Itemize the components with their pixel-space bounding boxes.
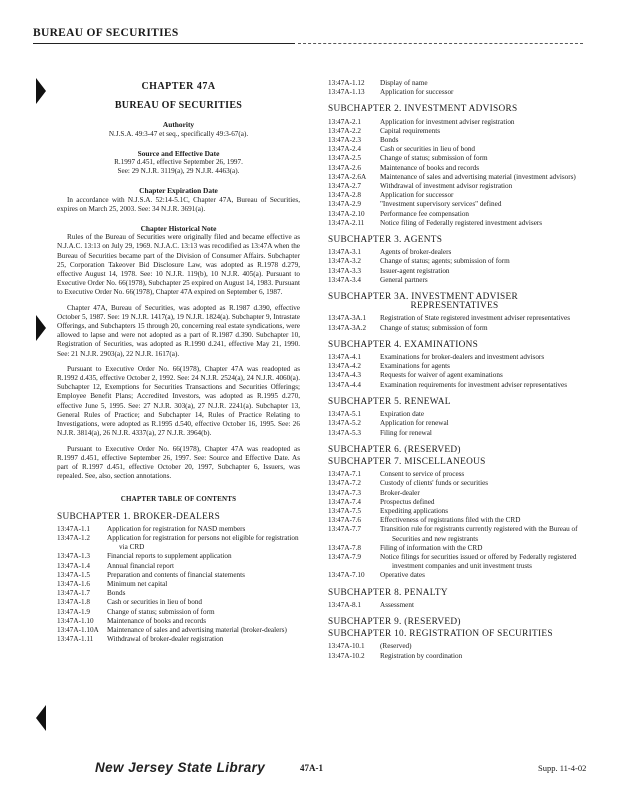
expiration-heading: Chapter Expiration Date (139, 186, 218, 196)
section-title: Consent to service of process (380, 470, 465, 479)
section-title: Capital requirements (380, 126, 441, 135)
toc-list (328, 79, 581, 97)
section-title: Filing of information with the CRD (380, 543, 483, 552)
toc-entry (57, 598, 300, 607)
section-number: 13:47A-2.11 (328, 218, 365, 227)
toc-entry (328, 353, 581, 362)
subchapter-title: SUBCHAPTER 9. (RESERVED) (328, 616, 461, 627)
toc-entry (328, 200, 581, 209)
history-paragraph: Pursuant to Executive Order No. 66(1978), Chapter 47A was readopted as R.1997 d.451, effective September 26, 1997. See: Source and Effective Date. As part of R.1997 d.451, effective October 20, 1997, Subchapter 6, Issuers, was repealed. See, also, section annotations. (57, 444, 300, 481)
subchapter-title: SUBCHAPTER 3A. INVESTMENT ADVISER (328, 292, 518, 303)
section-title: Expediting applications (380, 506, 449, 515)
section-title: Maintenance of books and records (380, 163, 479, 172)
section-title: "Investment supervisory services" defined (380, 200, 502, 209)
section-number: 13:47A-7.10 (328, 571, 365, 580)
margin-marker (36, 78, 46, 104)
header-dashed-rule (298, 43, 583, 44)
toc-list (328, 642, 581, 660)
section-number: 13:47A-7.4 (328, 497, 361, 506)
toc-entry (328, 489, 581, 498)
section-title: Change of status; submission of form (380, 154, 488, 163)
history-paragraph: Pursuant to Executive Order No. 66(1978), Chapter 47A was readopted as R.1992 d.435, effective October 2, 1992. See: 24 N.J.R. 2524(a), 24 N.J.R. 4060(a). Subchapter 12, Exemptions for Securities Transactions and Securities Offerings; Employee Benefit Plans; Accredited Investors, was adopted as R.1995 d.270, effective June 5, 1995. See: 27 N.J.R. 303(a), 27 N.J.R. 2241(a). Subchapter 13, General Rules of Practice; and Subchapter 14, Rules of Practice Relating to Investigations, were adopted as R.1995 d.540, effective October 16, 1995. See: 26 N.J.R. 3814(a), 26 N.J.R. 4337(a), 27 N.J.R. 3964(b). (57, 364, 300, 438)
toc-list (328, 248, 581, 285)
toc-entry (328, 479, 581, 488)
section-number: 13:47A-7.2 (328, 479, 361, 488)
toc-entry (328, 191, 581, 200)
toc-entry (57, 534, 300, 552)
toc-entry (328, 470, 581, 479)
section-number: 13:47A-3.3 (328, 266, 361, 275)
toc-entry (328, 601, 581, 610)
toc-list (328, 118, 581, 228)
left-column (57, 78, 300, 644)
toc-list (328, 601, 581, 610)
section-title: Application for successor (380, 191, 454, 200)
section-title: Expiration date (380, 410, 425, 419)
section-number: 13:47A-2.4 (328, 145, 361, 154)
section-title: Assessment (380, 600, 414, 609)
source-text: R.1997 d.451, effective September 26, 1997. (114, 158, 243, 167)
toc-entry (328, 267, 581, 276)
section-number: 13:47A-2.3 (328, 136, 361, 145)
toc-entry (328, 652, 581, 661)
section-number: 13:47A-2.8 (328, 191, 361, 200)
section-number: 13:47A-1.10A (57, 625, 99, 634)
section-title: Cash or securities in lieu of bond (380, 145, 476, 154)
toc-entry (328, 516, 581, 525)
toc-entry (57, 635, 300, 644)
section-title: Agents of broker-dealers (380, 248, 452, 257)
authority-heading: Authority (162, 120, 195, 130)
subchapter-title: SUBCHAPTER 2. INVESTMENT ADVISORS (328, 104, 518, 115)
section-title: Notice filing of Federally registered investment advisers (380, 218, 543, 227)
section-title: Maintenance of sales and advertising material (investment advisors) (380, 172, 576, 181)
section-number: 13:47A-3A.1 (328, 314, 367, 323)
toc-entry (328, 314, 581, 323)
toc-entry (328, 219, 581, 228)
section-title: Broker-dealer (380, 488, 420, 497)
section-number: 13:47A-7.8 (328, 543, 361, 552)
section-title: Application for registration for persons not eligible for registration via CRD (107, 533, 299, 552)
section-number: 13:47A-10.1 (328, 642, 365, 651)
toc-entry (328, 127, 581, 136)
section-number: 13:47A-2.10 (328, 209, 365, 218)
toc-entry (328, 642, 581, 651)
section-number: 13:47A-2.9 (328, 200, 361, 209)
section-title: Performance fee compensation (380, 209, 470, 218)
section-title: Financial reports to supplement application (107, 552, 232, 561)
section-title: Registration of State registered investment adviser representatives (380, 314, 571, 323)
section-number: 13:47A-8.1 (328, 600, 361, 609)
toc-entry (328, 371, 581, 380)
toc-entry (328, 118, 581, 127)
section-number: 13:47A-7.9 (328, 552, 361, 561)
section-title: Issuer-agent registration (380, 266, 450, 275)
section-title: Application for renewal (380, 419, 449, 428)
section-title: Prospectus defined (380, 497, 435, 506)
toc-entry (57, 525, 300, 534)
section-number: 13:47A-1.3 (57, 552, 90, 561)
section-title: Effectiveness of registrations filed with the CRD (380, 516, 521, 525)
section-title: Application for successor (380, 88, 454, 97)
toc-list (57, 525, 300, 645)
toc-entry (57, 571, 300, 580)
margin-marker (36, 315, 46, 341)
section-title: Transition rule for registrants currently registered with the Bureau of Securities and new registrants (380, 525, 578, 543)
section-number: 13:47A-2.2 (328, 126, 361, 135)
section-number: 13:47A-1.13 (328, 88, 365, 97)
section-number: 13:47A-2.5 (328, 154, 361, 163)
toc-entry (328, 145, 581, 154)
section-number: 13:47A-3.2 (328, 257, 361, 266)
section-title: Examinations for broker-dealers and investment advisors (380, 353, 545, 362)
chapter-subtitle: BUREAU OF SECURITIES (114, 100, 243, 112)
section-title: Withdrawal of investment advisor registration (380, 182, 513, 191)
section-title: Examination requirements for investment adviser representatives (380, 380, 568, 389)
subchapter-title: SUBCHAPTER 7. MISCELLANEOUS (328, 456, 486, 467)
section-title: Bonds (380, 136, 399, 145)
section-title: Maintenance of books and records (107, 616, 206, 625)
section-title: Annual financial report (107, 561, 175, 570)
toc-entry (328, 164, 581, 173)
section-title: Minimum net capital (107, 579, 168, 588)
margin-marker (36, 705, 46, 731)
section-number: 13:47A-4.1 (328, 353, 361, 362)
toc-entry (328, 362, 581, 371)
section-number: 13:47A-1.4 (57, 561, 90, 570)
toc-entry (328, 154, 581, 163)
section-title: Requests for waiver of agent examinations (380, 371, 503, 380)
section-title: Maintenance of sales and advertising material (broker-dealers) (107, 625, 287, 634)
toc-entry (328, 498, 581, 507)
section-title: Change of status; submission of form (107, 607, 215, 616)
toc-entry (328, 257, 581, 266)
toc-entry (57, 608, 300, 617)
section-number: 13:47A-2.1 (328, 117, 361, 126)
section-title: Withdrawal of broker-dealer registration (107, 635, 224, 644)
section-number: 13:47A-10.2 (328, 651, 365, 660)
section-number: 13:47A-4.3 (328, 371, 361, 380)
section-number: 13:47A-1.6 (57, 579, 90, 588)
toc-entry (328, 88, 581, 97)
section-title: Display of name (380, 79, 428, 87)
section-number: 13:47A-2.6 (328, 163, 361, 172)
section-title: Custody of clients' funds or securities (380, 479, 489, 488)
toc-entry (57, 617, 300, 626)
subchapter-title: SUBCHAPTER 10. REGISTRATION OF SECURITIES (328, 629, 553, 640)
section-title: Registration by coordination (380, 651, 463, 660)
history-paragraph: Rules of the Bureau of Securities were originally filed and became effective as N.J.A.C. 13:13 on July 29, 1969. N.J.A.C. 13:13 was recodified as 13:47A when the Bureau of Securities became part of the Division of Consumer Affairs. Subchapter 25, Corporation Takeover Bid Disclosure Law, was adopted as R.1978 d.279, effective August 14, 1978. See: 10 N.J.R. 119(b), 10 N.J.R. 405(a). Pursuant to Executive Order No. 66(1978), Subchapter 25 expired on August 14, 1983. Pursuant to Executive Order No. 66(1978), Chapter 47A expired on September 6, 1987. (57, 233, 300, 297)
toc-list (328, 314, 581, 332)
toc-entry (328, 410, 581, 419)
section-number: 13:47A-1.11 (57, 635, 94, 644)
section-number: 13:47A-7.1 (328, 470, 361, 479)
subchapter-title-continued: REPRESENTATIVES (410, 301, 499, 312)
section-number: 13:47A-7.3 (328, 488, 361, 497)
section-title: Operative dates (380, 571, 425, 580)
toc-entry (328, 381, 581, 390)
toc-entry (57, 589, 300, 598)
source-text: See: 29 N.J.R. 3119(a), 29 N.J.R. 4463(a). (117, 167, 240, 176)
section-number: 13:47A-5.3 (328, 428, 361, 437)
toc-list (328, 353, 581, 390)
section-title: Application for registration for NASD members (107, 524, 246, 533)
toc-entry (328, 79, 581, 88)
chapter-title: CHAPTER 47A (141, 81, 216, 92)
section-number: 13:47A-5.1 (328, 410, 361, 419)
section-number: 13:47A-1.5 (57, 570, 90, 579)
toc-entry (328, 324, 581, 333)
section-number: 13:47A-3.4 (328, 275, 361, 284)
section-title: (Reserved) (380, 642, 412, 651)
section-number: 13:47A-4.2 (328, 362, 361, 371)
toc-list (328, 410, 581, 438)
subchapter-title: SUBCHAPTER 1. BROKER-DEALERS (57, 511, 221, 522)
history-heading: Chapter Historical Note (140, 224, 217, 234)
section-title: Bonds (107, 589, 126, 598)
running-header: BUREAU OF SECURITIES (33, 27, 179, 39)
toc-entry (328, 553, 581, 571)
section-number: 13:47A-2.6A (328, 172, 367, 181)
section-title: Change of status; submission of form (380, 323, 488, 332)
toc-entry (57, 626, 300, 635)
right-column (328, 79, 581, 661)
toc-entry (328, 248, 581, 257)
header-rule (33, 43, 295, 44)
toc-entry (328, 136, 581, 145)
toc-entry (328, 419, 581, 428)
source-heading: Source and Effective Date (137, 148, 220, 158)
section-number: 13:47A-1.9 (57, 607, 90, 616)
section-number: 13:47A-1.10 (57, 616, 94, 625)
section-title: Examinations for agents (380, 362, 450, 371)
section-number: 13:47A-1.12 (328, 79, 365, 87)
toc-entry (328, 571, 581, 580)
library-stamp: New Jersey State Library (95, 760, 266, 775)
section-number: 13:47A-5.2 (328, 419, 361, 428)
supplement-date: Supp. 11-4-02 (538, 763, 587, 773)
section-number: 13:47A-2.7 (328, 182, 361, 191)
authority-text: N.J.S.A. 49:3-47 et seq., specifically 49:3-67(a). (108, 129, 249, 138)
subchapter-title: SUBCHAPTER 6. (RESERVED) (328, 444, 461, 455)
subchapter-title: SUBCHAPTER 3. AGENTS (328, 235, 443, 246)
section-title: Change of status; agents; submission of form (380, 257, 510, 266)
toc-entry (57, 552, 300, 561)
toc-entry (328, 544, 581, 553)
section-number: 13:47A-1.7 (57, 589, 90, 598)
section-number: 13:47A-7.7 (328, 525, 361, 534)
section-title: Cash or securities in lieu of bond (107, 598, 203, 607)
toc-list (328, 470, 581, 580)
toc-entry (328, 525, 581, 543)
toc-entry (57, 562, 300, 571)
section-number: 13:47A-7.5 (328, 506, 361, 515)
section-number: 13:47A-3A.2 (328, 323, 367, 332)
toc-entry (328, 173, 581, 182)
section-number: 13:47A-3.1 (328, 248, 361, 257)
history-paragraph: Chapter 47A, Bureau of Securities, was adopted as R.1987 d.390, effective October 5, 1987. See: 19 N.J.R. 1417(a), 19 N.J.R. 1824(a). Subchapter 9, Intrastate Offerings, and Subchapters 15 through 20, concerning real estate syndications, were allowed to lapse and were not adopted as a part of R.1987 d.390. Subchapter 10, Registration of Securities, was adopted as R.1990 d.241, effective May 21, 1990. See: 21 N.J.R. 2903(a), 22 N.J.R. 1617(a). (57, 303, 300, 358)
expiration-text: In accordance with N.J.S.A. 52:14-5.1C, Chapter 47A, Bureau of Securities, expires on March 25, 2003. See: 34 N.J.R. 3691(a). (57, 195, 300, 213)
subchapter-title: SUBCHAPTER 8. PENALTY (328, 587, 448, 598)
toc-entry (57, 580, 300, 589)
subchapter-title: SUBCHAPTER 4. EXAMINATIONS (328, 339, 479, 350)
section-title: Application for investment adviser registration (380, 117, 515, 126)
subchapter-title: SUBCHAPTER 5. RENEWAL (328, 396, 451, 407)
section-number: 13:47A-4.4 (328, 380, 361, 389)
section-title: General partners (380, 275, 428, 284)
section-number: 13:47A-1.8 (57, 598, 90, 607)
toc-entry (328, 210, 581, 219)
section-number: 13:47A-7.6 (328, 516, 361, 525)
toc-heading: CHAPTER TABLE OF CONTENTS (120, 495, 237, 504)
section-title: Preparation and contents of financial statements (107, 570, 245, 579)
section-title: Filing for renewal (380, 428, 432, 437)
toc-entry (328, 429, 581, 438)
toc-entry (328, 182, 581, 191)
section-title: Notice filings for securities issued or offered by Federally registered investment companies and unit investment trusts (380, 552, 577, 571)
section-number: 13:47A-1.1 (57, 524, 90, 533)
toc-entry (328, 507, 581, 516)
page-number: 47A-1 (300, 763, 323, 773)
toc-entry (328, 276, 581, 285)
section-number: 13:47A-1.2 (57, 533, 90, 542)
